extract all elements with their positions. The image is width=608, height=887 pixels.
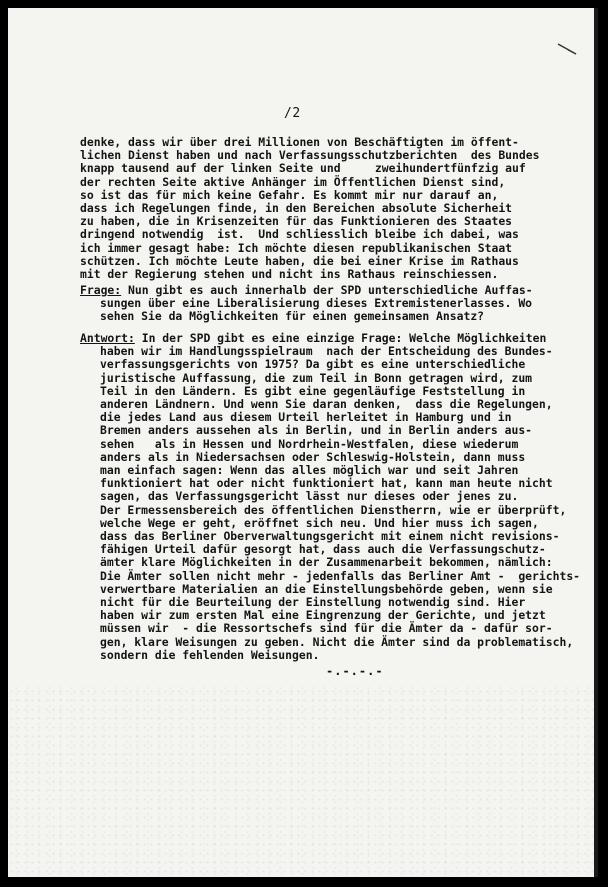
text-line: die jedes Land aus diesem Urteil herleitet in Hamburg und in bbox=[100, 410, 512, 425]
text-line: nicht für die Beurteilung der Einstellung notwendig sind. Hier bbox=[100, 595, 526, 610]
answer-block bbox=[80, 332, 580, 662]
corner-mark-icon bbox=[556, 42, 578, 56]
text-line: sehen Sie da Möglichkeiten für einen gemeinsamen Ansatz? bbox=[100, 309, 485, 324]
page-number: /2 bbox=[284, 106, 301, 121]
text-line: sungen über eine Liberalisierung dieses Extremistenerlasses. Wo bbox=[100, 296, 533, 311]
question-block bbox=[80, 284, 580, 324]
text-line: müssen wir - die Ressortschefs sind für die Ämter da - dafür sor- bbox=[100, 621, 553, 636]
question-text: Nun gibt es auch innerhalb der SPD unterschiedliche Auffas- bbox=[121, 283, 533, 297]
text-line: verwertbare Materialien an die Einstellungsbehörde geben, wenn sie bbox=[100, 581, 553, 596]
text-line: anderen Ländnern. Und wenn Sie daran denken, dass die Regelungen, bbox=[100, 397, 553, 412]
text-line: Der Ermessensbereich des öffentlichen Dienstherrn, wie er überprüft, bbox=[100, 502, 567, 517]
end-mark: -.-.-.- bbox=[326, 664, 384, 678]
text-line: mit der Regierung stehen und nicht ins Rathaus reinschiessen. bbox=[80, 267, 499, 282]
question-label: Frage: bbox=[80, 283, 122, 297]
answer-label: Antwort: bbox=[80, 331, 135, 345]
text-line: so ist das für mich keine Gefahr. Es kommt mir nur darauf an, bbox=[80, 187, 499, 202]
text-line: dass ich Regelungen finde, in den Bereichen absolute Sicherheit bbox=[80, 201, 513, 216]
text-line: juristische Auffassung, die zum Teil in Bonn getragen wird, zum bbox=[100, 370, 533, 385]
text-line: ich immer gesagt habe: Ich möchte diesen republikanischen Staat bbox=[80, 240, 513, 255]
text-line: ämter klare Möglichkeiten in der Zusammenarbeit bekommen, nämlich: bbox=[100, 555, 553, 570]
text-line: zu haben, die in Krisenzeiten für das Funktionieren des Staates bbox=[80, 214, 513, 229]
text-line: dass das Berliner Oberverwaltungsgericht mit einem nicht revisions- bbox=[100, 529, 560, 544]
text-line: Teil in den Ländern. Es gibt eine gegenläufige Feststellung in bbox=[100, 383, 526, 398]
text-line: sagen, das Verfassungsgericht lässt nur dieses oder jenes zu. bbox=[100, 489, 519, 504]
document-page bbox=[8, 8, 598, 877]
text-line: sehen als in Hessen und Nordrhein-Westfalen, diese wiederum bbox=[100, 436, 519, 451]
text-line: schützen. Ich möchte Leute haben, die bei einer Krise im Rathaus bbox=[80, 253, 519, 268]
text-line: haben wir im Handlungsspielraum nach der Entscheidung des Bundes- bbox=[100, 344, 553, 359]
text-line: Bremen anders aussehen als in Berlin, und in Berlin anders aus- bbox=[100, 423, 533, 438]
text-line: anders als in Niedersachsen oder Schleswig-Holstein, dann muss bbox=[100, 449, 526, 464]
text-line: funktioniert hat oder nicht funktioniert hat, kann man heute nicht bbox=[100, 476, 553, 491]
text-line: lichen Dienst haben und nach Verfassungsschutzberichten des Bundes bbox=[80, 148, 540, 163]
text-line: gen, klare Weisungen zu geben. Nicht die Ämter sind da problematisch, bbox=[100, 634, 574, 649]
text-line: fähigen Urteil dafür gesorgt hat, dass auch die Verfassungschutz- bbox=[100, 542, 546, 557]
text-line: man einfach sagen: Wenn das alles möglich war und seit Jahren bbox=[100, 463, 519, 478]
text-line: sondern die fehlenden Weisungen. bbox=[100, 647, 320, 662]
scan-noise bbox=[8, 687, 598, 877]
text-line: verfassungsgerichts von 1975? Da gibt es eine unterschiedliche bbox=[100, 357, 526, 372]
text-line: welche Wege er geht, eröffnet sich neu. Und hier muss ich sagen, bbox=[100, 515, 539, 530]
text-line: der rechten Seite aktive Anhänger im Öffentlichen Dienst sind, bbox=[80, 174, 506, 189]
text-line: haben wir zum ersten Mal eine Eingrenzung der Gerichte, und jetzt bbox=[100, 608, 546, 623]
paragraph-continuation bbox=[80, 136, 580, 281]
answer-text: In der SPD gibt es eine einzige Frage: Welche Möglichkeiten bbox=[134, 331, 547, 345]
text-line: denke, dass wir über drei Millionen von Beschäftigten im öffent- bbox=[80, 135, 519, 149]
text-line: Die Ämter sollen nicht mehr - jedenfalls das Berliner Amt - gerichts- bbox=[100, 568, 581, 583]
text-line: knapp tausend auf der linken Seite und zweihundertfünfzig auf bbox=[80, 161, 526, 176]
text-line: dringend notwendig ist. Und schliesslich bleibe ich dabei, was bbox=[80, 227, 519, 242]
